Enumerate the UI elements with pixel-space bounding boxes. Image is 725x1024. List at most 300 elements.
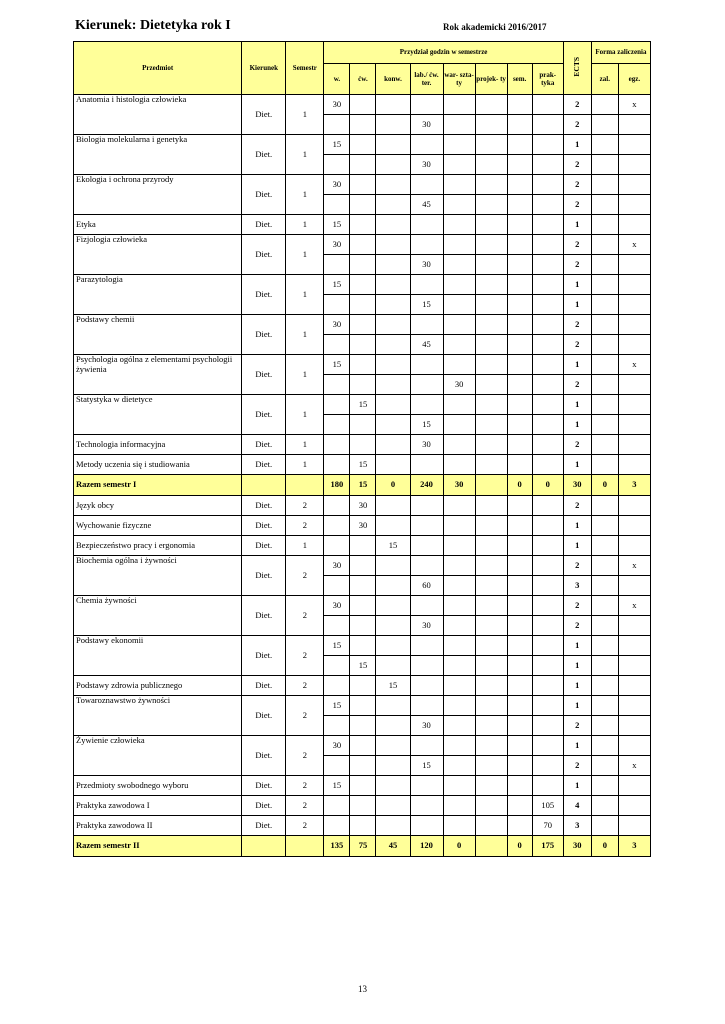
cell-egz	[618, 215, 650, 235]
cell-konw	[376, 295, 410, 315]
cell-prak	[532, 275, 563, 295]
subject-name: Towaroznawstwo żywności	[74, 696, 242, 736]
subject-field: Diet.	[242, 135, 286, 175]
cell-konw: 15	[376, 676, 410, 696]
cell-egz	[618, 616, 650, 636]
cell-zal	[591, 275, 618, 295]
cell-prak	[532, 255, 563, 275]
table-row	[74, 556, 651, 576]
subject-field: Diet.	[242, 215, 286, 235]
cell-lab	[410, 455, 443, 475]
cell-proj	[475, 676, 507, 696]
cell-war	[443, 235, 475, 255]
cell-w: 30	[324, 315, 350, 335]
cell-egz	[618, 636, 650, 656]
cell-konw	[376, 636, 410, 656]
cell-egz	[618, 275, 650, 295]
cell-lab: 30	[410, 716, 443, 736]
cell-lab	[410, 776, 443, 796]
subject-name: Parazytologia	[74, 275, 242, 315]
cell-war	[443, 415, 475, 435]
cell-w: 135	[324, 836, 350, 857]
cell-lab	[410, 355, 443, 375]
cell-war	[443, 656, 475, 676]
cell-w	[324, 656, 350, 676]
cell-sem	[507, 115, 532, 135]
table-row	[74, 215, 651, 235]
cell-cw	[350, 536, 376, 556]
cell-zal	[591, 636, 618, 656]
cell-prak: 175	[532, 836, 563, 857]
cell-war	[443, 355, 475, 375]
summary-row	[74, 475, 651, 496]
cell-zal: 0	[591, 836, 618, 857]
cell-konw	[376, 736, 410, 756]
cell-war	[443, 395, 475, 415]
cell-war	[443, 736, 475, 756]
cell-prak	[532, 556, 563, 576]
cell-cw: 30	[350, 496, 376, 516]
cell-egz	[618, 536, 650, 556]
cell-lab	[410, 135, 443, 155]
cell-ects: 30	[563, 836, 591, 857]
cell-lab	[410, 516, 443, 536]
cell-war: 0	[443, 836, 475, 857]
cell-w	[324, 395, 350, 415]
cell-ects: 2	[563, 155, 591, 175]
cell-ects: 30	[563, 475, 591, 496]
cell-proj	[475, 455, 507, 475]
cell-konw	[376, 696, 410, 716]
cell-war	[443, 175, 475, 195]
summary-row	[74, 836, 651, 857]
cell-cw: 15	[350, 455, 376, 475]
col-lab: lab./ ćw. ter.	[410, 64, 443, 95]
cell-prak	[532, 616, 563, 636]
cell-w: 15	[324, 355, 350, 375]
subject-semester: 1	[286, 315, 324, 355]
cell-w	[324, 455, 350, 475]
cell-w	[324, 496, 350, 516]
cell-w: 15	[324, 696, 350, 716]
cell-proj	[475, 536, 507, 556]
subject-semester: 1	[286, 235, 324, 275]
cell-egz: x	[618, 95, 650, 115]
subject-semester: 2	[286, 496, 324, 516]
cell-sem	[507, 295, 532, 315]
subject-semester: 1	[286, 275, 324, 315]
subject-semester: 2	[286, 816, 324, 836]
cell-cw	[350, 696, 376, 716]
subject-name: Metody uczenia się i studiowania	[74, 455, 242, 475]
cell-ects: 1	[563, 736, 591, 756]
cell-proj	[475, 215, 507, 235]
cell-sem	[507, 275, 532, 295]
cell-ects: 1	[563, 415, 591, 435]
cell-konw	[376, 596, 410, 616]
cell-sem	[507, 796, 532, 816]
table-row	[74, 435, 651, 455]
cell-proj	[475, 175, 507, 195]
cell-w: 30	[324, 95, 350, 115]
cell-proj	[475, 756, 507, 776]
cell-sem	[507, 556, 532, 576]
cell-proj	[475, 656, 507, 676]
cell-w	[324, 115, 350, 135]
cell-w	[324, 616, 350, 636]
cell-prak	[532, 135, 563, 155]
subject-name: Praktyka zawodowa II	[74, 816, 242, 836]
cell-prak	[532, 455, 563, 475]
cell-proj	[475, 636, 507, 656]
cell-egz	[618, 736, 650, 756]
cell-lab: 240	[410, 475, 443, 496]
subject-field: Diet.	[242, 556, 286, 596]
subject-field: Diet.	[242, 395, 286, 435]
cell-zal	[591, 315, 618, 335]
cell-zal	[591, 576, 618, 596]
cell-konw: 0	[376, 475, 410, 496]
cell-prak	[532, 756, 563, 776]
cell-lab: 120	[410, 836, 443, 857]
cell-proj	[475, 816, 507, 836]
cell-lab	[410, 796, 443, 816]
cell-prak	[532, 636, 563, 656]
cell-lab	[410, 175, 443, 195]
col-cw: ćw.	[350, 64, 376, 95]
subject-semester: 2	[286, 796, 324, 816]
subject-field: Diet.	[242, 235, 286, 275]
cell-cw: 15	[350, 395, 376, 415]
cell-konw	[376, 576, 410, 596]
cell-cw	[350, 556, 376, 576]
cell-egz	[618, 676, 650, 696]
cell-prak	[532, 195, 563, 215]
table-row	[74, 796, 651, 816]
subject-semester: 1	[286, 455, 324, 475]
subject-name: Praktyka zawodowa I	[74, 796, 242, 816]
cell-war	[443, 496, 475, 516]
table-row	[74, 135, 651, 155]
cell-ects: 1	[563, 215, 591, 235]
cell-ects: 1	[563, 676, 591, 696]
cell-proj	[475, 475, 507, 496]
subject-semester: 2	[286, 516, 324, 536]
cell-ects: 2	[563, 95, 591, 115]
cell-war	[443, 275, 475, 295]
cell-zal	[591, 455, 618, 475]
cell-cw	[350, 95, 376, 115]
cell-lab: 30	[410, 115, 443, 135]
cell-prak	[532, 315, 563, 335]
cell-ects: 2	[563, 616, 591, 636]
subject-field: Diet.	[242, 95, 286, 135]
cell-ects: 4	[563, 796, 591, 816]
cell-egz	[618, 816, 650, 836]
cell-proj	[475, 375, 507, 395]
subject-field: Diet.	[242, 275, 286, 315]
cell-war	[443, 455, 475, 475]
cell-konw	[376, 656, 410, 676]
cell-lab	[410, 736, 443, 756]
cell-sem	[507, 696, 532, 716]
cell-proj	[475, 295, 507, 315]
cell-lab	[410, 215, 443, 235]
subject-semester: 2	[286, 636, 324, 676]
col-hours-group: Przydział godzin w semestrze	[324, 42, 563, 64]
subject-semester	[286, 836, 324, 857]
cell-w: 30	[324, 235, 350, 255]
cell-ects: 1	[563, 355, 591, 375]
cell-prak	[532, 596, 563, 616]
cell-ects: 2	[563, 435, 591, 455]
cell-war	[443, 536, 475, 556]
subject-name: Statystyka w dietetyce	[74, 395, 242, 435]
cell-zal	[591, 676, 618, 696]
cell-zal: 0	[591, 475, 618, 496]
cell-lab	[410, 375, 443, 395]
table-row	[74, 636, 651, 656]
subject-name: Bezpieczeństwo pracy i ergonomia	[74, 536, 242, 556]
cell-zal	[591, 435, 618, 455]
cell-ects: 1	[563, 656, 591, 676]
cell-prak	[532, 415, 563, 435]
cell-war	[443, 516, 475, 536]
cell-lab: 30	[410, 435, 443, 455]
cell-w: 30	[324, 175, 350, 195]
cell-zal	[591, 355, 618, 375]
col-egz: egz.	[618, 64, 650, 95]
subject-field	[242, 475, 286, 496]
col-konw: konw.	[376, 64, 410, 95]
cell-war	[443, 335, 475, 355]
subject-field: Diet.	[242, 516, 286, 536]
cell-prak	[532, 115, 563, 135]
cell-war	[443, 556, 475, 576]
cell-war: 30	[443, 375, 475, 395]
cell-prak: 0	[532, 475, 563, 496]
subject-field: Diet.	[242, 696, 286, 736]
cell-prak	[532, 155, 563, 175]
cell-egz	[618, 516, 650, 536]
subject-name: Język obcy	[74, 496, 242, 516]
cell-zal	[591, 816, 618, 836]
cell-prak	[532, 736, 563, 756]
cell-cw	[350, 616, 376, 636]
cell-egz	[618, 315, 650, 335]
cell-prak	[532, 435, 563, 455]
cell-konw	[376, 496, 410, 516]
cell-cw	[350, 295, 376, 315]
cell-prak	[532, 395, 563, 415]
cell-war	[443, 676, 475, 696]
cell-egz: 3	[618, 475, 650, 496]
cell-lab	[410, 536, 443, 556]
cell-proj	[475, 395, 507, 415]
cell-lab: 15	[410, 415, 443, 435]
cell-konw	[376, 415, 410, 435]
subject-field: Diet.	[242, 496, 286, 516]
cell-zal	[591, 736, 618, 756]
subject-field: Diet.	[242, 736, 286, 776]
cell-lab	[410, 636, 443, 656]
cell-war	[443, 596, 475, 616]
cell-sem	[507, 395, 532, 415]
cell-sem	[507, 315, 532, 335]
subject-semester: 2	[286, 556, 324, 596]
cell-prak: 105	[532, 796, 563, 816]
cell-proj	[475, 796, 507, 816]
cell-w: 15	[324, 135, 350, 155]
subject-semester: 1	[286, 435, 324, 455]
cell-ects: 1	[563, 455, 591, 475]
cell-sem	[507, 435, 532, 455]
col-zal: zal.	[591, 64, 618, 95]
cell-lab	[410, 275, 443, 295]
cell-sem	[507, 656, 532, 676]
cell-w	[324, 716, 350, 736]
subject-semester: 2	[286, 676, 324, 696]
cell-konw	[376, 516, 410, 536]
cell-proj	[475, 315, 507, 335]
cell-egz	[618, 395, 650, 415]
cell-w	[324, 195, 350, 215]
cell-konw	[376, 95, 410, 115]
cell-ects: 2	[563, 596, 591, 616]
cell-zal	[591, 656, 618, 676]
subject-field: Diet.	[242, 455, 286, 475]
cell-w: 15	[324, 275, 350, 295]
cell-konw	[376, 215, 410, 235]
cell-prak	[532, 496, 563, 516]
cell-proj	[475, 95, 507, 115]
cell-sem	[507, 616, 532, 636]
cell-cw	[350, 255, 376, 275]
table-row	[74, 536, 651, 556]
subject-field: Diet.	[242, 596, 286, 636]
cell-egz	[618, 496, 650, 516]
cell-egz	[618, 155, 650, 175]
cell-zal	[591, 235, 618, 255]
cell-lab: 15	[410, 295, 443, 315]
cell-w: 15	[324, 776, 350, 796]
subject-field: Diet.	[242, 355, 286, 395]
cell-cw	[350, 175, 376, 195]
cell-w	[324, 816, 350, 836]
cell-konw	[376, 135, 410, 155]
cell-proj	[475, 576, 507, 596]
subject-field: Diet.	[242, 636, 286, 676]
cell-konw	[376, 616, 410, 636]
cell-zal	[591, 716, 618, 736]
subject-field: Diet.	[242, 796, 286, 816]
cell-prak: 70	[532, 816, 563, 836]
cell-war	[443, 295, 475, 315]
col-warsztaty: war- szta- ty	[443, 64, 475, 95]
subject-name: Fizjologia człowieka	[74, 235, 242, 275]
subject-name: Podstawy chemii	[74, 315, 242, 355]
cell-sem	[507, 355, 532, 375]
table-row	[74, 776, 651, 796]
cell-lab	[410, 816, 443, 836]
cell-war	[443, 716, 475, 736]
cell-cw	[350, 435, 376, 455]
cell-proj	[475, 716, 507, 736]
table-row	[74, 596, 651, 616]
table-row	[74, 315, 651, 335]
cell-cw	[350, 636, 376, 656]
cell-egz	[618, 255, 650, 275]
cell-proj	[475, 355, 507, 375]
table-row	[74, 355, 651, 375]
subject-name: Podstawy zdrowia publicznego	[74, 676, 242, 696]
cell-cw	[350, 275, 376, 295]
table-row	[74, 275, 651, 295]
cell-cw	[350, 135, 376, 155]
cell-cw	[350, 576, 376, 596]
subject-name: Biologia molekularna i genetyka	[74, 135, 242, 175]
subject-field: Diet.	[242, 676, 286, 696]
cell-egz: 3	[618, 836, 650, 857]
academic-year: Rok akademicki 2016/2017	[443, 22, 547, 32]
cell-proj	[475, 235, 507, 255]
cell-w	[324, 435, 350, 455]
cell-war	[443, 215, 475, 235]
cell-w: 15	[324, 636, 350, 656]
cell-egz: x	[618, 235, 650, 255]
cell-w	[324, 756, 350, 776]
cell-sem	[507, 756, 532, 776]
cell-cw	[350, 335, 376, 355]
summary-label: Razem semestr II	[74, 836, 242, 857]
cell-war	[443, 776, 475, 796]
cell-cw	[350, 115, 376, 135]
cell-lab	[410, 235, 443, 255]
cell-sem	[507, 676, 532, 696]
cell-cw	[350, 756, 376, 776]
table-row	[74, 235, 651, 255]
cell-ects: 1	[563, 275, 591, 295]
cell-konw: 45	[376, 836, 410, 857]
cell-sem	[507, 335, 532, 355]
cell-egz	[618, 135, 650, 155]
cell-zal	[591, 115, 618, 135]
cell-war	[443, 696, 475, 716]
cell-sem	[507, 235, 532, 255]
cell-konw	[376, 315, 410, 335]
cell-lab	[410, 596, 443, 616]
cell-lab: 45	[410, 335, 443, 355]
cell-proj	[475, 776, 507, 796]
cell-egz: x	[618, 556, 650, 576]
cell-sem	[507, 816, 532, 836]
cell-cw	[350, 776, 376, 796]
table-row	[74, 395, 651, 415]
cell-ects: 2	[563, 335, 591, 355]
cell-zal	[591, 195, 618, 215]
table-row	[74, 516, 651, 536]
cell-ects: 2	[563, 255, 591, 275]
cell-w	[324, 536, 350, 556]
cell-ects: 1	[563, 536, 591, 556]
cell-w: 30	[324, 596, 350, 616]
cell-ects: 2	[563, 235, 591, 255]
subject-semester: 1	[286, 215, 324, 235]
subject-name: Chemia żywności	[74, 596, 242, 636]
cell-prak	[532, 676, 563, 696]
cell-war	[443, 636, 475, 656]
cell-proj	[475, 255, 507, 275]
